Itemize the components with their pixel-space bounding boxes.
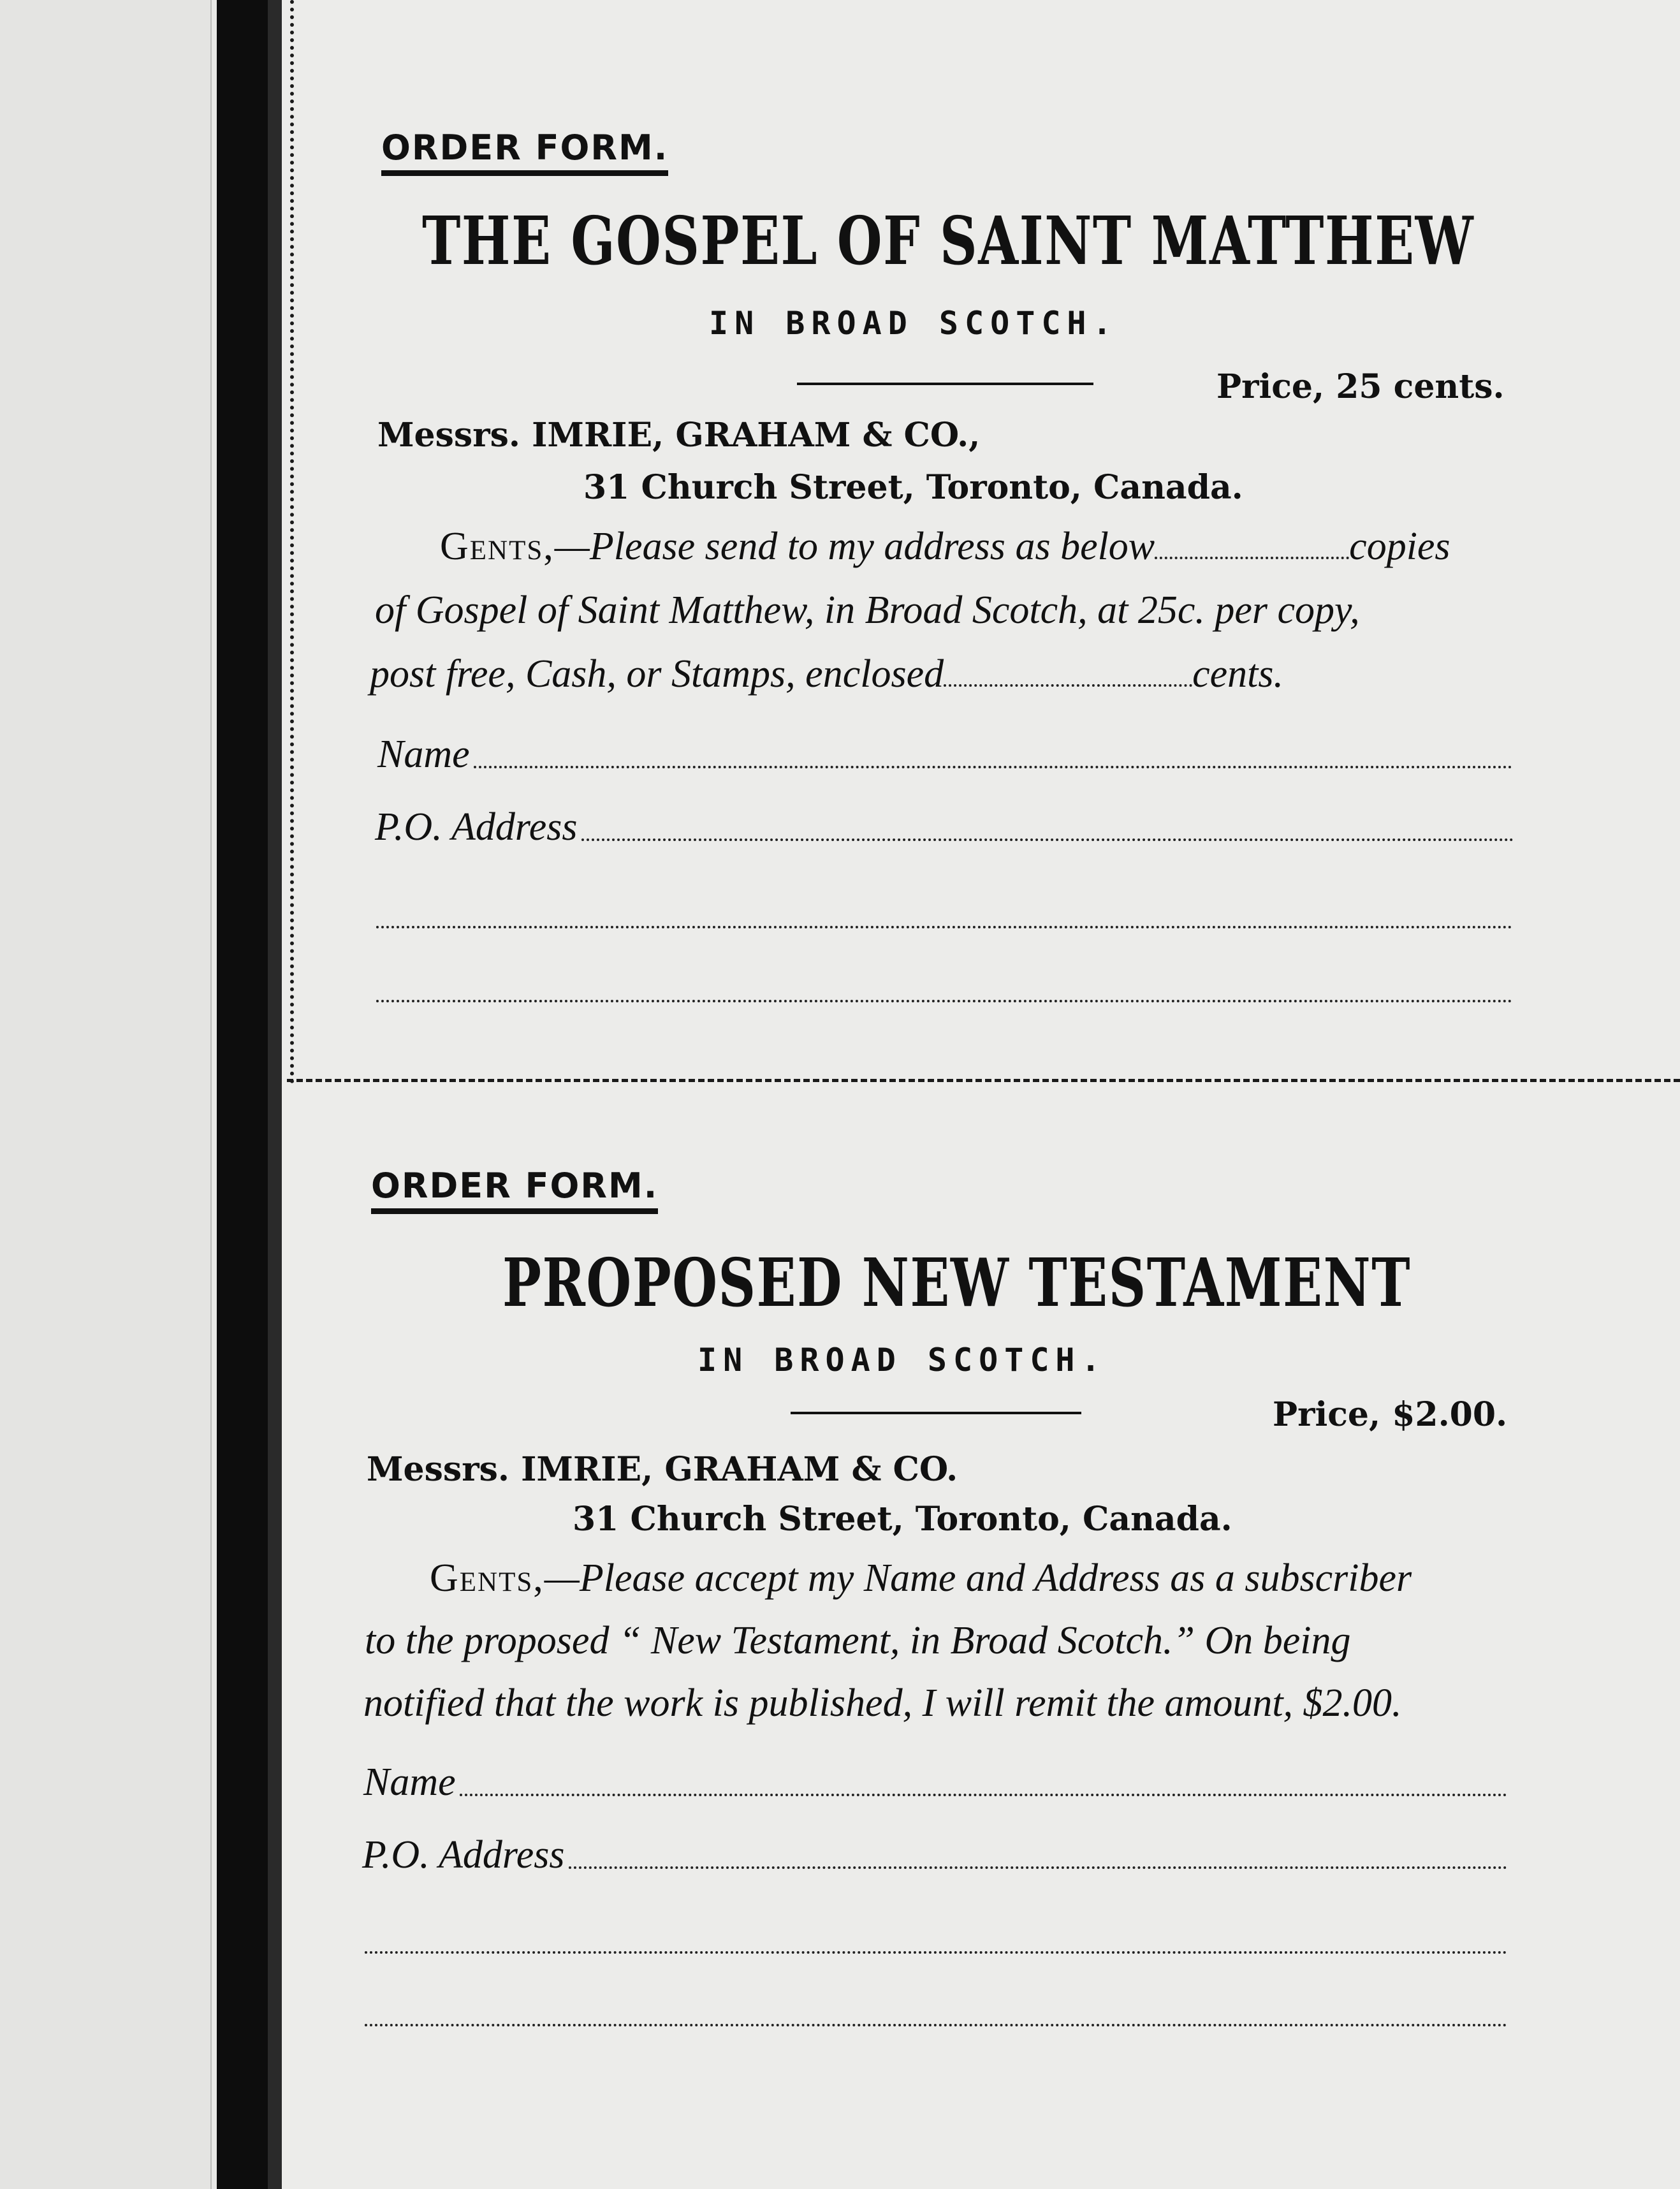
name-blank[interactable]	[474, 759, 1512, 768]
copies-blank[interactable]	[1155, 550, 1349, 559]
address-blank-line-2[interactable]	[365, 1951, 1507, 1954]
body-line-2: to the proposed “ New Testament, in Broad Scotch.” On being	[365, 1619, 1351, 1662]
address-label: P.O. Address	[362, 1833, 565, 1877]
body-text: copies	[1349, 525, 1450, 568]
address-field[interactable]	[362, 1833, 1507, 1878]
address-label: P.O. Address	[375, 805, 578, 849]
price-label: Price, $2.00.	[1273, 1395, 1508, 1434]
title-rule	[797, 383, 1093, 385]
body-text: —Please send to my address as below	[554, 525, 1155, 568]
street-address: 31 Church Street, Toronto, Canada.	[573, 1500, 1232, 1539]
address-field[interactable]	[375, 805, 1514, 850]
salutation: Gents,	[440, 525, 555, 568]
street-address: 31 Church Street, Toronto, Canada.	[583, 468, 1243, 507]
name-blank[interactable]	[460, 1787, 1507, 1796]
address-blank[interactable]	[569, 1860, 1507, 1869]
name-field[interactable]	[377, 732, 1512, 777]
body-line-1	[430, 1556, 1412, 1601]
salutation: Gents,	[430, 1556, 544, 1600]
order-form-label: ORDER FORM.	[381, 128, 668, 176]
addressee: Messrs. IMRIE, GRAHAM & CO.	[367, 1450, 958, 1489]
body-line-3	[370, 652, 1283, 697]
form-subtitle: IN BROAD SCOTCH.	[698, 1342, 1107, 1379]
price-label: Price, 25 cents.	[1216, 367, 1505, 406]
form-title: THE GOSPEL OF SAINT MATTHEW	[422, 201, 1475, 280]
body-text: cents.	[1192, 652, 1283, 696]
form-subtitle: IN BROAD SCOTCH.	[709, 305, 1118, 342]
address-blank[interactable]	[581, 832, 1514, 841]
body-text: post free, Cash, or Stamps, enclosed	[370, 652, 944, 696]
body-line-2: of Gospel of Saint Matthew, in Broad Scotch, at 25c. per copy,	[375, 589, 1360, 632]
addressee: Messrs. IMRIE, GRAHAM & CO.,	[377, 416, 981, 455]
order-form-gospel-matthew	[0, 0, 1680, 1084]
title-rule	[791, 1412, 1081, 1414]
body-line-1	[440, 524, 1450, 569]
order-form-label: ORDER FORM.	[371, 1166, 658, 1214]
body-line-3: notified that the work is published, I will remit the amount, $2.00.	[363, 1681, 1402, 1725]
name-field[interactable]	[363, 1760, 1507, 1805]
name-label: Name	[377, 733, 470, 776]
form-title: PROPOSED NEW TESTAMENT	[502, 1243, 1412, 1322]
body-text: —Please accept my Name and Address as a subscriber	[544, 1556, 1412, 1600]
name-label: Name	[363, 1761, 456, 1804]
order-form-new-testament	[0, 1033, 1680, 2117]
address-blank-line-3[interactable]	[365, 2024, 1507, 2026]
cents-blank[interactable]	[944, 678, 1192, 687]
address-blank-line-2[interactable]	[376, 926, 1512, 928]
address-blank-line-3[interactable]	[376, 1000, 1512, 1002]
